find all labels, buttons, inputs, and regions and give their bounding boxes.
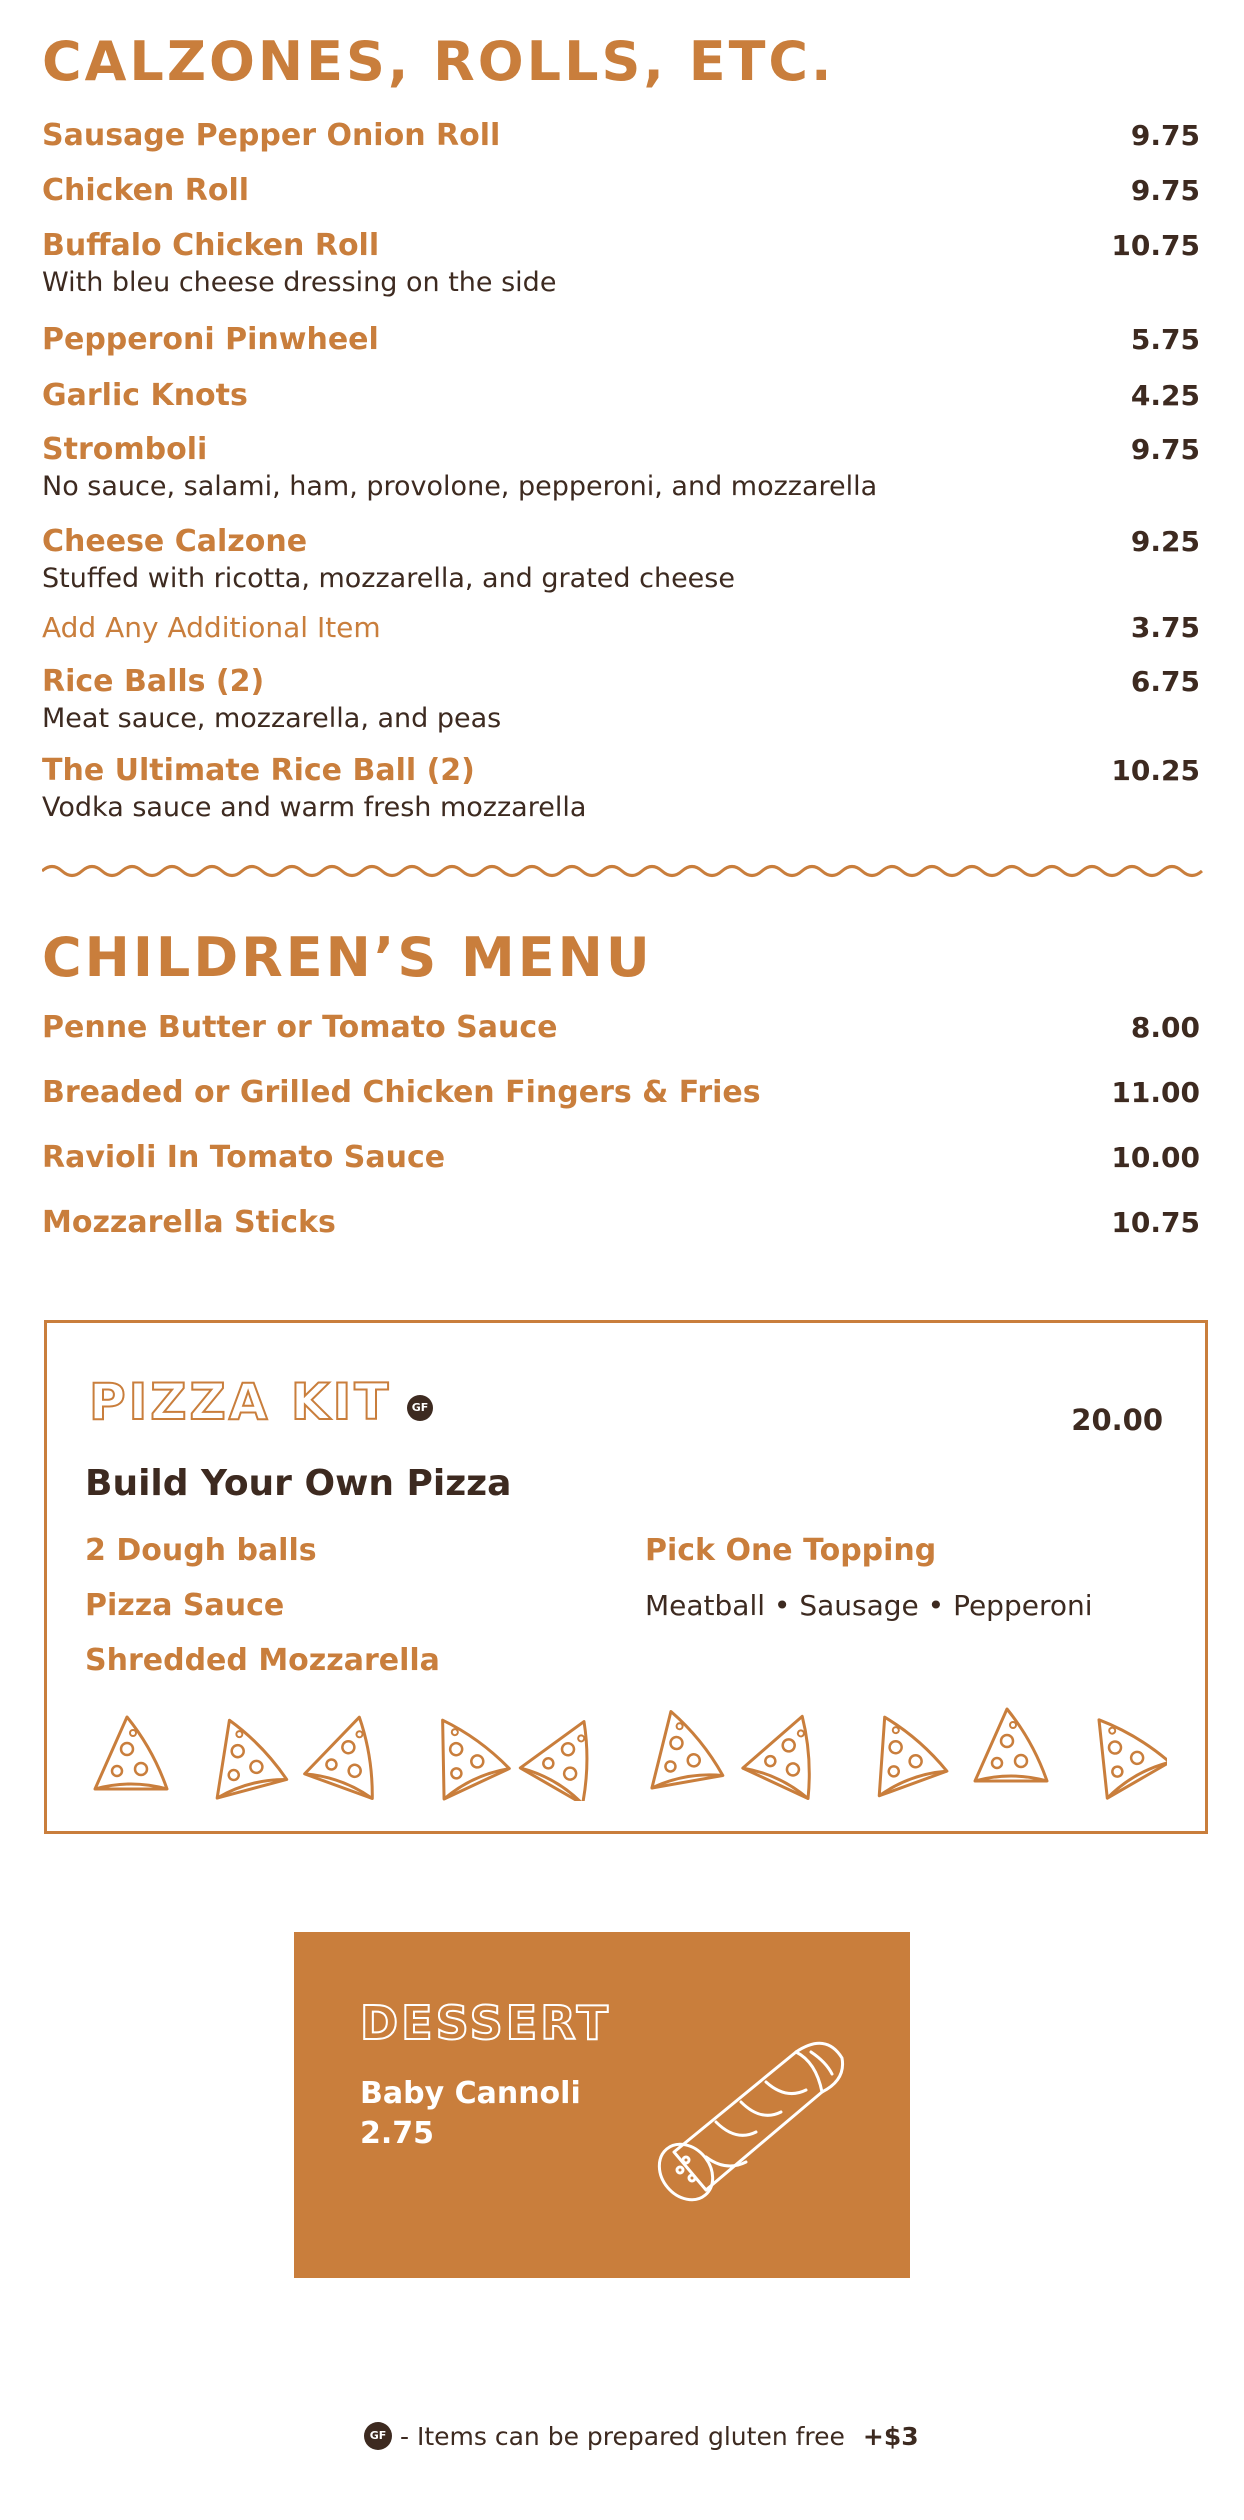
menu-item [42,376,1204,416]
menu-item [42,226,1204,300]
pizza-slice-icon [414,1703,510,1799]
item-description: Stuffed with ricotta, mozzarella, and grated cheese [42,563,735,594]
menu-item [42,522,1204,596]
menu-item [42,662,1204,736]
item-description: With bleu cheese dressing on the side [42,267,557,298]
item-name: Rice Balls (2) [42,664,265,699]
item-description: Vodka sauce and warm fresh mozzarella [42,792,587,823]
item-price: 9.25 [1130,525,1200,558]
pizza-slice-icon [305,1706,397,1798]
item-name: Mozzarella Sticks [42,1205,336,1240]
pizza-kit-subtitle: Build Your Own Pizza [85,1463,512,1504]
dessert-item-name: Baby Cannoli [360,2076,581,2111]
list-item: Shredded Mozzarella [85,1643,440,1678]
pizza-slice-icon [855,1703,947,1795]
footnote-surcharge: +$3 [862,2421,919,2451]
pizza-slice-icon [743,1703,839,1799]
item-price: 10.75 [1111,229,1200,262]
calzones-title: CALZONES, ROLLS, ETC. [42,30,835,93]
cannoli-illustration [646,2022,856,2202]
item-name: Buffalo Chicken Roll [42,228,380,263]
topping-options: Meatball • Sausage • Pepperoni [645,1589,1093,1622]
item-name: Ravioli In Tomato Sauce [42,1140,446,1175]
pizza-slice-icons [87,1701,1167,1801]
pizza-kit-title: PIZZA KIT [89,1373,392,1431]
menu-item [42,430,1204,504]
item-price: 6.75 [1130,665,1200,698]
pizza-slice-icon [1071,1701,1167,1798]
pizza-slice-icon [975,1709,1047,1781]
item-name: Penne Butter or Tomato Sauce [42,1010,558,1045]
list-item: Pizza Sauce [85,1588,285,1623]
item-name: Breaded or Grilled Chicken Fingers & Fries [42,1075,761,1110]
gluten-free-footnote [364,2418,919,2454]
item-name: Sausage Pepper Onion Roll [42,118,501,153]
menu-item [42,320,1204,360]
item-price: 10.75 [1111,1206,1200,1239]
item-price: 8.00 [1130,1011,1200,1044]
topping-heading: Pick One Topping [645,1533,937,1568]
menu-item [42,116,1204,156]
pizza-slice-icon [639,1705,722,1788]
dessert-title: DESSERT [360,1996,611,2050]
menu-item [42,1008,1204,1048]
pizza-kit-box [44,1320,1208,1834]
item-price: 3.75 [1130,611,1200,644]
item-description: Meat sauce, mozzarella, and peas [42,703,502,734]
footnote-text: - Items can be prepared gluten free [400,2421,845,2451]
item-name: Add Any Additional Item [42,611,381,644]
item-price: 10.00 [1111,1141,1200,1174]
wave-divider [42,862,1212,880]
item-price: 9.75 [1130,174,1200,207]
item-name: Garlic Knots [42,378,248,413]
pizza-slice-icon [95,1717,167,1789]
pizza-kit-includes [85,1523,440,1688]
dessert-item-price: 2.75 [360,2116,435,2151]
item-price: 5.75 [1130,323,1200,356]
item-price: 9.75 [1130,433,1200,466]
menu-item [42,751,1204,825]
menu-item [42,171,1204,211]
gluten-free-badge: GF [407,1395,433,1421]
item-name: Cheese Calzone [42,524,308,559]
item-name: Stromboli [42,432,208,467]
item-price: 11.00 [1111,1076,1200,1109]
item-price: 9.75 [1130,119,1200,152]
menu-item [42,608,1204,648]
item-price: 10.25 [1111,754,1200,787]
menu-item [42,1203,1204,1243]
item-name: Chicken Roll [42,173,250,208]
menu-item [42,1073,1204,1113]
item-name: The Ultimate Rice Ball (2) [42,753,475,788]
item-description: No sauce, salami, ham, provolone, pepperoni, and mozzarella [42,471,878,502]
item-name: Pepperoni Pinwheel [42,322,379,357]
childrens-menu-title: CHILDREN’S MENU [42,926,653,989]
pizza-kit-price: 20.00 [1071,1403,1163,1437]
pizza-slice-icon [199,1710,287,1798]
list-item: 2 Dough balls [85,1533,317,1568]
pizza-slice-icon [520,1706,618,1801]
dessert-panel [294,1932,910,2278]
item-price: 4.25 [1130,379,1200,412]
menu-item [42,1138,1204,1178]
gluten-free-badge: GF [364,2422,392,2450]
